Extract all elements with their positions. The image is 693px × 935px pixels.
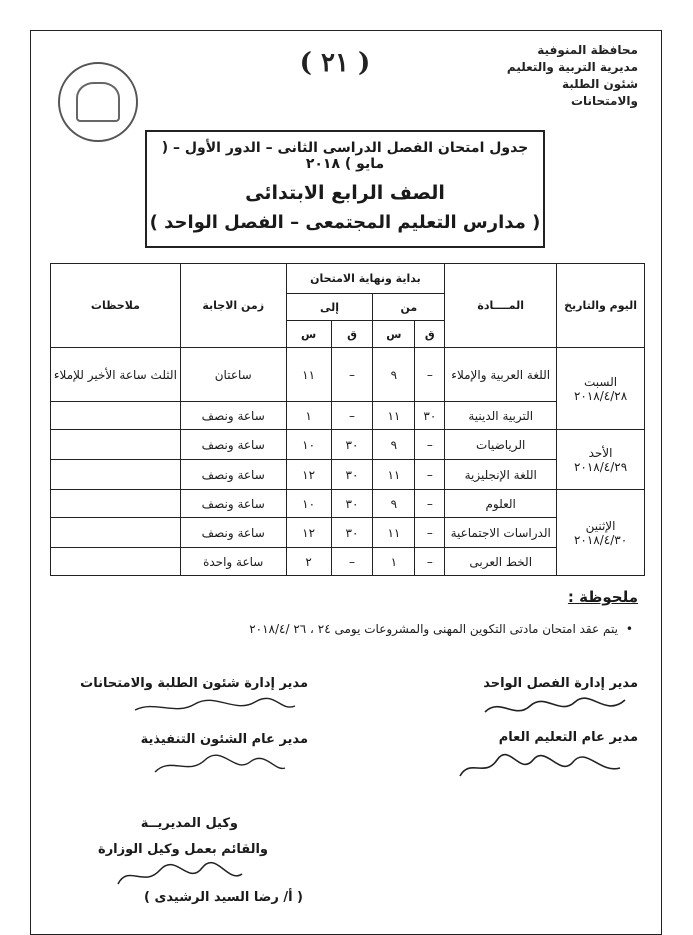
- from-minutes-cell: –: [415, 548, 445, 576]
- to-hours-cell: ١١: [286, 348, 331, 402]
- header-duration: زمن الاجابة: [180, 264, 286, 348]
- day-date: ٢٠١٨/٤/٣٠: [573, 532, 628, 547]
- day-date-cell: [557, 490, 645, 576]
- subject-cell: الخط العربى: [445, 548, 557, 576]
- from-hours-cell: ١١: [373, 402, 415, 430]
- day-name: السبت: [584, 374, 618, 389]
- to-minutes-cell: –: [331, 348, 373, 402]
- notes-cell: [51, 548, 181, 576]
- duration-cell: ساعة ونصف: [180, 430, 286, 460]
- note-title: ملحوظة :: [567, 588, 638, 606]
- handwritten-signature-4: [150, 750, 290, 780]
- notes-cell: [51, 490, 181, 518]
- to-minutes-cell: ٣٠: [331, 430, 373, 460]
- from-minutes-cell: –: [415, 490, 445, 518]
- subject-cell: التربية الدينية: [445, 402, 557, 430]
- header-start-end: بداية ونهاية الامتحان: [286, 264, 445, 294]
- to-hours-cell: ١٢: [286, 518, 331, 548]
- to-minutes-cell: ٣٠: [331, 518, 373, 548]
- to-hours-cell: ١٠: [286, 490, 331, 518]
- from-hours-cell: ١١: [373, 518, 415, 548]
- duration-cell: ساعة ونصف: [180, 518, 286, 548]
- handwritten-signature-5: [110, 858, 250, 892]
- day-name: الأحد: [588, 445, 613, 460]
- signature-general-education-director: مدير عام التعليم العام: [498, 730, 638, 745]
- subject-cell: الدراسات الاجتماعية: [445, 518, 557, 548]
- handwritten-signature-1: [480, 692, 630, 724]
- duration-cell: ساعتان: [180, 348, 286, 402]
- to-minutes-cell: –: [331, 548, 373, 576]
- note-item: [249, 622, 633, 636]
- handwritten-signature-3: [130, 692, 300, 720]
- header-from: من: [373, 294, 445, 321]
- organization-header: [498, 42, 638, 110]
- grade-title: الصف الرابع الابتدائى: [245, 182, 445, 204]
- from-hours-cell: ٩: [373, 430, 415, 460]
- deputy-title: وكيل المديريــة: [140, 816, 238, 831]
- subject-cell: العلوم: [445, 490, 557, 518]
- subject-cell: اللغة العربية والإملاء: [445, 348, 557, 402]
- from-hours-cell: ١: [373, 548, 415, 576]
- title-box: [145, 130, 545, 248]
- from-hours-cell: ٩: [373, 490, 415, 518]
- schools-title: ( مدارس التعليم المجتمعى – الفصل الواحد ): [149, 212, 541, 233]
- duration-cell: ساعة واحدة: [180, 548, 286, 576]
- day-date: ٢٠١٨/٤/٢٩: [573, 459, 628, 474]
- from-minutes-cell: –: [415, 460, 445, 490]
- duration-cell: ساعة ونصف: [180, 490, 286, 518]
- notes-cell: [51, 518, 181, 548]
- header-to-minutes: ق: [331, 321, 373, 348]
- exam-schedule-table: [50, 263, 645, 576]
- day-date-cell: [557, 430, 645, 490]
- exam-schedule-title: جدول امتحان الفصل الدراسى الثانى – الدور الأول – ( مايو ) ٢٠١٨: [161, 140, 529, 172]
- org-department: شئون الطلبة والامتحانات: [561, 77, 638, 108]
- notes-cell: [51, 460, 181, 490]
- from-hours-cell: ٩: [373, 348, 415, 402]
- org-governorate: محافظة المنوفية: [537, 43, 638, 57]
- signature-students-affairs-director: مدير إدارة شئون الطلبة والامتحانات: [80, 676, 308, 691]
- signature-one-class-director: مدير إدارة الفصل الواحد: [483, 676, 638, 691]
- from-minutes-cell: –: [415, 430, 445, 460]
- header-day-date: اليوم والتاريخ: [557, 264, 645, 348]
- from-hours-cell: ١١: [373, 460, 415, 490]
- duration-cell: ساعة ونصف: [180, 460, 286, 490]
- from-minutes-cell: ٣٠: [415, 402, 445, 430]
- to-minutes-cell: –: [331, 402, 373, 430]
- header-notes: ملاحظات: [51, 264, 181, 348]
- header-to: إلى: [286, 294, 373, 321]
- subject-cell: الرياضيات: [445, 430, 557, 460]
- header-from-minutes: ق: [415, 321, 445, 348]
- to-hours-cell: ١: [286, 402, 331, 430]
- day-name: الإثنين: [585, 518, 616, 533]
- eagle-seal-icon: [58, 62, 138, 142]
- handwritten-signature-2: [455, 748, 625, 784]
- subject-cell: اللغة الإنجليزية: [445, 460, 557, 490]
- header-to-hours: س: [286, 321, 331, 348]
- bullet-icon: •: [625, 622, 633, 636]
- to-hours-cell: ١٢: [286, 460, 331, 490]
- page-number: ( ٢١ ): [299, 48, 371, 78]
- notes-cell: الثلث ساعة الأخير للإملاء: [51, 348, 181, 402]
- org-directorate: مديرية التربية والتعليم: [506, 60, 638, 74]
- duration-cell: ساعة ونصف: [180, 402, 286, 430]
- notes-cell: [51, 402, 181, 430]
- to-hours-cell: ١٠: [286, 430, 331, 460]
- from-minutes-cell: –: [415, 518, 445, 548]
- signature-executive-affairs-director: مدير عام الشئون التنفيذية: [140, 732, 308, 747]
- deputy-name: ( أ/ رضا السيد الرشيدى ): [144, 890, 303, 905]
- from-minutes-cell: –: [415, 348, 445, 402]
- deputy-acting-title: والقائم بعمل وكيل الوزارة: [98, 842, 268, 857]
- to-minutes-cell: ٣٠: [331, 490, 373, 518]
- to-hours-cell: ٢: [286, 548, 331, 576]
- header-subject: المــــادة: [445, 264, 557, 348]
- header-from-hours: س: [373, 321, 415, 348]
- to-minutes-cell: ٣٠: [331, 460, 373, 490]
- notes-cell: [51, 430, 181, 460]
- day-date-cell: [557, 348, 645, 430]
- note-text: يتم عقد امتحان مادتى التكوين المهنى والمشروعات يومى ٢٤ ، ٢٦ /٢٠١٨/٤: [249, 622, 618, 636]
- day-date: ٢٠١٨/٤/٢٨: [573, 388, 628, 403]
